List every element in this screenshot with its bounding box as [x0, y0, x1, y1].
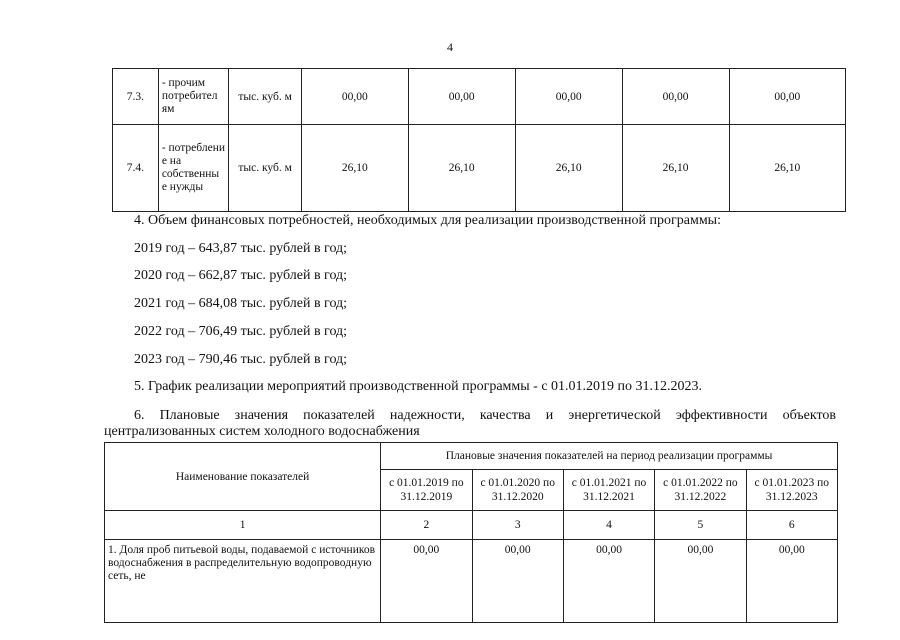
- header-period: с 01.01.2022 по 31.12.2022: [655, 470, 746, 511]
- row-number: 7.4.: [113, 125, 159, 212]
- column-number: 3: [472, 511, 563, 540]
- header-period-group: Плановые значения показателей на период реализации программы: [381, 443, 838, 470]
- header-period: с 01.01.2020 по 31.12.2020: [472, 470, 563, 511]
- section-6-line-1: 6. Плановые значения показателей надежности, качества и энергетической эффективности объектов: [134, 408, 836, 423]
- header-period: с 01.01.2019 по 31.12.2019: [381, 470, 472, 511]
- section-6-heading: [104, 408, 836, 440]
- value-cell: 00,00: [729, 69, 845, 125]
- financial-line-2019: 2019 год – 643,87 тыс. рублей в год;: [134, 241, 348, 256]
- column-number: 6: [746, 511, 837, 540]
- value-cell: 26,10: [622, 125, 729, 212]
- value-cell: 26,10: [301, 125, 408, 212]
- value-cell: 00,00: [655, 540, 746, 623]
- value-cell: 00,00: [381, 540, 472, 623]
- value-cell: 00,00: [746, 540, 837, 623]
- table-row: [113, 69, 846, 125]
- value-cell: 00,00: [515, 69, 622, 125]
- header-indicator-name: Наименование показателей: [105, 443, 381, 511]
- indicator-name: 1. Доля проб питьевой воды, подаваемой с источников водоснабжения в распределительную водопроводную сеть, не: [105, 540, 381, 623]
- section-6-line-2: централизованных систем холодного водоснабжения: [104, 424, 420, 439]
- table-row: [113, 125, 846, 212]
- table-row: [105, 540, 838, 623]
- value-cell: 26,10: [729, 125, 845, 212]
- row-unit: тыс. куб. м: [229, 69, 301, 125]
- column-number: 2: [381, 511, 472, 540]
- value-cell: 00,00: [301, 69, 408, 125]
- section-4-title: 4. Объем финансовых потребностей, необходимых для реализации производственной программы:: [134, 213, 721, 228]
- table-header-row: [105, 443, 838, 470]
- value-cell: 00,00: [408, 69, 515, 125]
- financial-line-2020: 2020 год – 662,87 тыс. рублей в год;: [134, 268, 348, 283]
- financial-line-2022: 2022 год – 706,49 тыс. рублей в год;: [134, 324, 348, 339]
- value-cell: 00,00: [472, 540, 563, 623]
- financial-line-2023: 2023 год – 790,46 тыс. рублей в год;: [134, 352, 348, 367]
- value-cell: 26,10: [515, 125, 622, 212]
- row-name: - потреблени е на собственны е нужды: [158, 125, 229, 212]
- column-number: 5: [655, 511, 746, 540]
- financial-line-2021: 2021 год – 684,08 тыс. рублей в год;: [134, 296, 348, 311]
- column-number-row: [105, 511, 838, 540]
- page-number: 4: [447, 40, 453, 54]
- row-number: 7.3.: [113, 69, 159, 125]
- consumption-table: [112, 68, 846, 212]
- indicators-table: [104, 442, 838, 623]
- row-name: - прочим потребител ям: [158, 69, 229, 125]
- column-number: 1: [105, 511, 381, 540]
- value-cell: 00,00: [563, 540, 654, 623]
- header-period: с 01.01.2023 по 31.12.2023: [746, 470, 837, 511]
- value-cell: 26,10: [408, 125, 515, 212]
- section-5-text: 5. График реализации мероприятий производственной программы - с 01.01.2019 по 31.12.2023.: [134, 379, 703, 394]
- header-period: с 01.01.2021 по 31.12.2021: [563, 470, 654, 511]
- column-number: 4: [563, 511, 654, 540]
- row-unit: тыс. куб. м: [229, 125, 301, 212]
- value-cell: 00,00: [622, 69, 729, 125]
